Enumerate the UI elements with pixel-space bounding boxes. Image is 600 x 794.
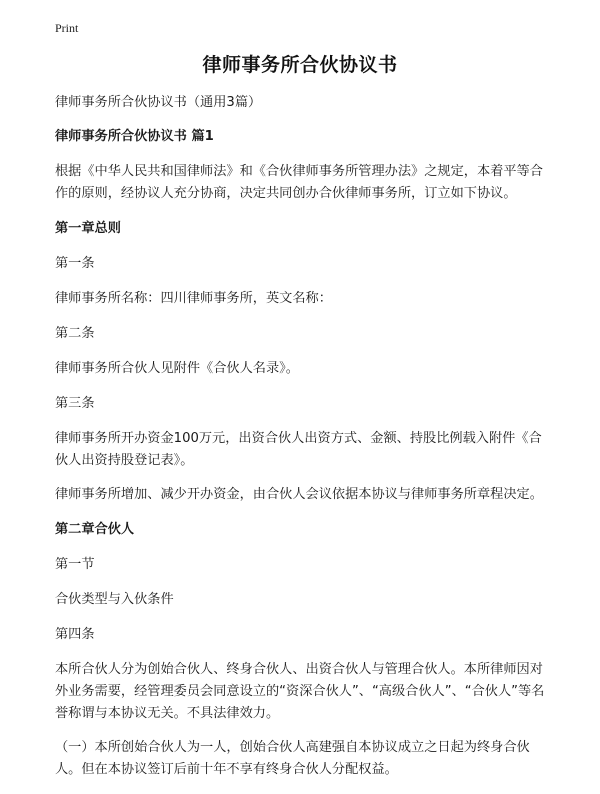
section-heading: 律师事务所合伙协议书 篇1: [55, 129, 214, 144]
article-3-text-2: 律师事务所增加、减少开办资金，由合伙人会议依据本协议与律师事务所章程决定。: [55, 487, 543, 502]
article-2-text: 律师事务所合伙人见附件《合伙人名录》。: [55, 361, 299, 376]
article-1-label: 第一条: [55, 256, 95, 271]
article-1-text: 律师事务所名称：四川律师事务所，英文名称：: [55, 291, 332, 306]
article-3-label: 第三条: [55, 396, 95, 411]
document-body: [55, 92, 550, 794]
section-1-label: 第一节: [55, 557, 95, 572]
print-link[interactable]: Print: [55, 21, 79, 35]
chapter-1-heading: 第一章总则: [55, 221, 121, 236]
intro-paragraph: 根据《中华人民共和国律师法》和《合伙律师事务所管理办法》之规定，本着平等合作的原则，经协议人充分协商，决定共同创办合伙律师事务所，订立如下协议。: [55, 164, 543, 201]
article-4-text: 本所合伙人分为创始合伙人、终身合伙人、出资合伙人与管理合伙人。本所律师因对外业务需要，经管理委员会同意设立的“资深合伙人”、“高级合伙人”、“合伙人”等名誉称谓与本协议无关。不具法律效力。: [55, 662, 545, 721]
document-title: 律师事务所合伙协议书: [202, 54, 398, 76]
article-4-item-1: （一）本所创始合伙人为一人，创始合伙人高建强自本协议成立之日起为终身合伙人。但在本协议签订后前十年不享有终身合伙人分配权益。: [55, 740, 530, 777]
article-3-text: 律师事务所开办资金100万元，出资合伙人出资方式、金额、持股比例载入附件《合伙人出资持股登记表》。: [55, 431, 542, 468]
section-1-title: 合伙类型与入伙条件: [55, 592, 174, 607]
document-subtitle: 律师事务所合伙协议书（通用3篇）: [55, 95, 262, 110]
article-2-label: 第二条: [55, 326, 95, 341]
chapter-2-heading: 第二章合伙人: [55, 522, 135, 537]
article-4-label: 第四条: [55, 627, 95, 642]
